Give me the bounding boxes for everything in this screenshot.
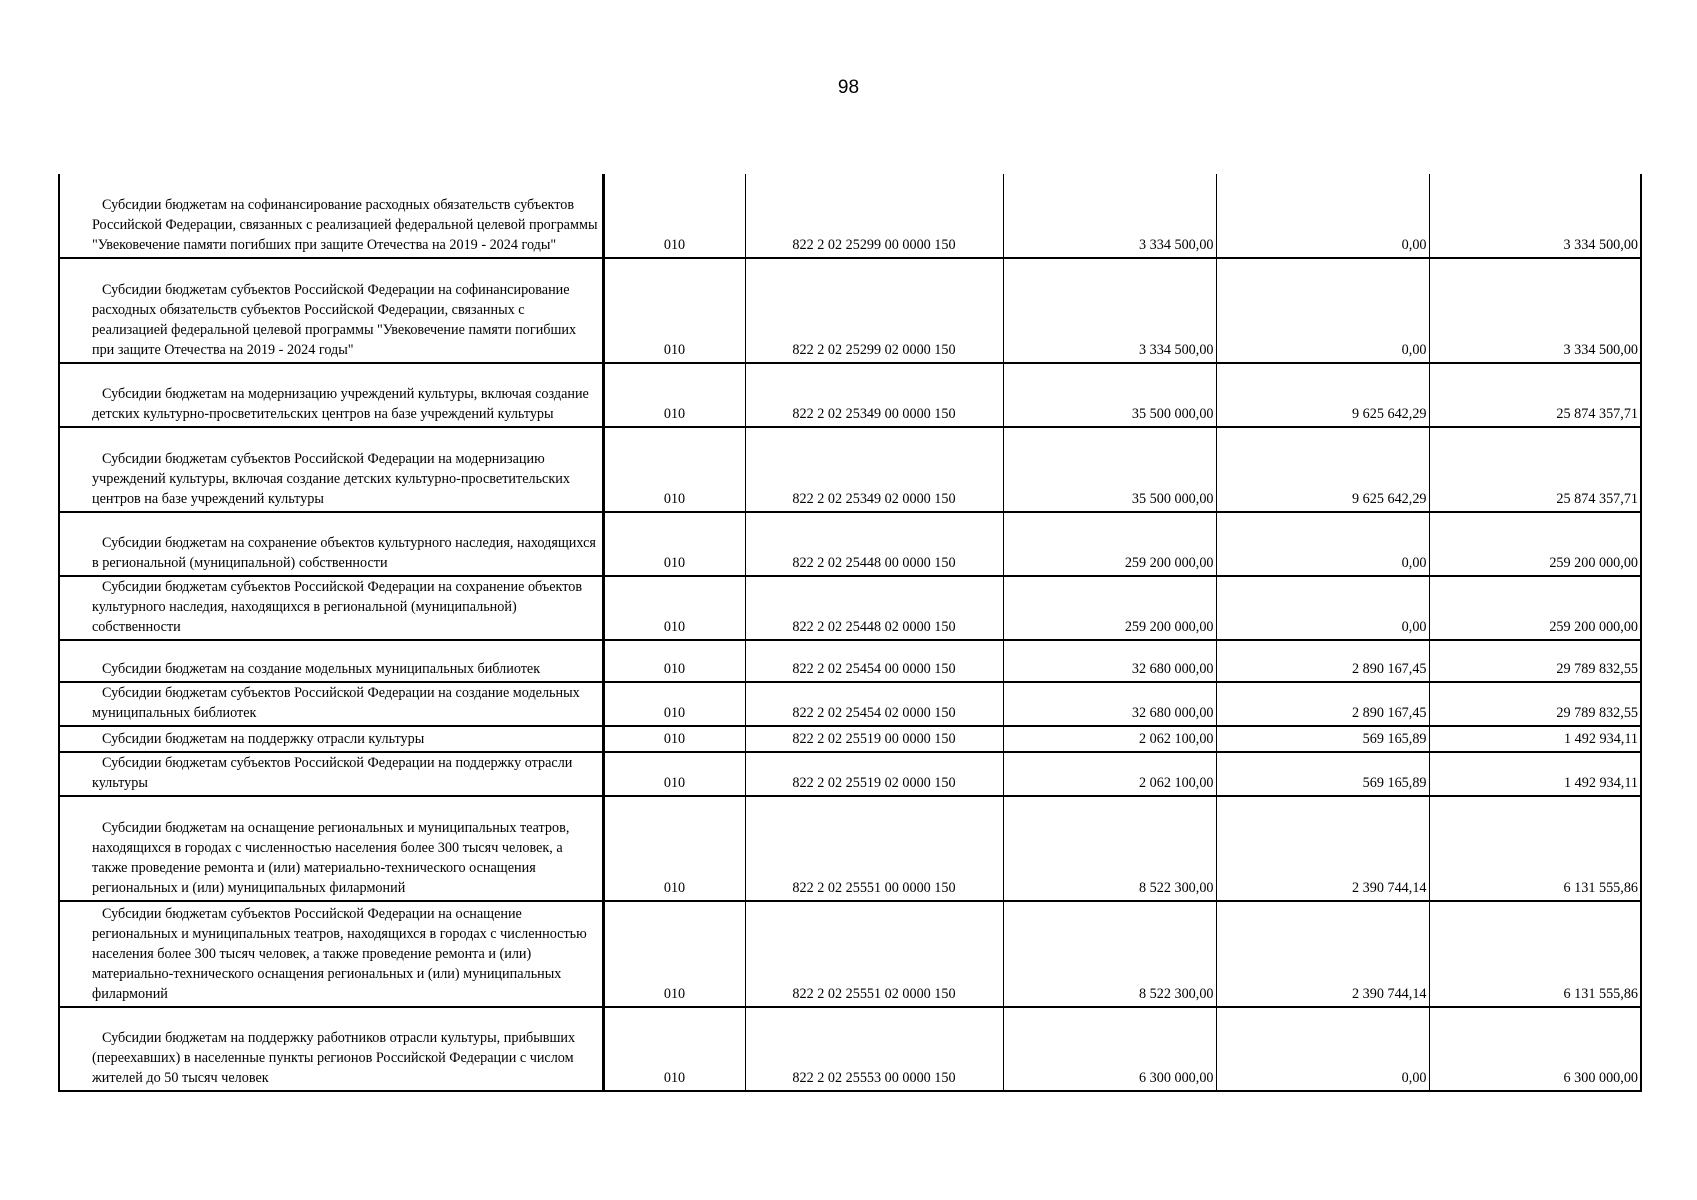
table-row — [59, 640, 1641, 682]
row-line-code: 010 — [603, 258, 745, 363]
budget-table — [58, 174, 1642, 1092]
row-name: Субсидии бюджетам субъектов Российской Федерации на оснащение региональных и муниципальных театров, находящихся в городах с численностью населения более 300 тысяч человек, а также проведение ремонта и (или) материально-технического оснащения региональных и (или) муниципальных филармоний — [59, 901, 603, 1007]
row-budget-code: 822 2 02 25519 02 0000 150 — [745, 752, 1003, 796]
row-budget-code: 822 2 02 25448 00 0000 150 — [745, 512, 1003, 576]
row-approved: 259 200 000,00 — [1003, 576, 1216, 640]
row-name: Субсидии бюджетам на создание модельных муниципальных библиотек — [59, 640, 603, 682]
row-budget-code: 822 2 02 25454 00 0000 150 — [745, 640, 1003, 682]
table-row — [59, 174, 1641, 258]
row-name: Субсидии бюджетам на софинансирование расходных обязательств субъектов Российской Федерации, связанных с реализацией федеральной целевой программы "Увековечение памяти погибших при защите Отечества на 2019 - 2024 годы" — [59, 174, 603, 258]
row-budget-code: 822 2 02 25299 00 0000 150 — [745, 174, 1003, 258]
table-row — [59, 682, 1641, 726]
row-line-code: 010 — [603, 427, 745, 512]
row-executed: 0,00 — [1216, 1007, 1429, 1091]
row-approved: 3 334 500,00 — [1003, 258, 1216, 363]
table-row — [59, 258, 1641, 363]
row-unexecuted: 6 131 555,86 — [1429, 796, 1641, 901]
row-approved: 3 334 500,00 — [1003, 174, 1216, 258]
row-line-code: 010 — [603, 682, 745, 726]
row-executed: 0,00 — [1216, 512, 1429, 576]
row-line-code: 010 — [603, 363, 745, 427]
table-row — [59, 427, 1641, 512]
row-unexecuted: 259 200 000,00 — [1429, 512, 1641, 576]
row-executed: 2 890 167,45 — [1216, 682, 1429, 726]
row-name: Субсидии бюджетам на оснащение региональных и муниципальных театров, находящихся в городах с численностью населения более 300 тысяч человек, а также проведение ремонта и (или) материально-технического оснащения региональных и (или) муниципальных филармоний — [59, 796, 603, 901]
row-approved: 2 062 100,00 — [1003, 752, 1216, 796]
table-row — [59, 796, 1641, 901]
row-unexecuted: 6 131 555,86 — [1429, 901, 1641, 1007]
row-approved: 8 522 300,00 — [1003, 796, 1216, 901]
row-unexecuted: 3 334 500,00 — [1429, 258, 1641, 363]
row-line-code: 010 — [603, 796, 745, 901]
row-approved: 259 200 000,00 — [1003, 512, 1216, 576]
row-budget-code: 822 2 02 25551 00 0000 150 — [745, 796, 1003, 901]
row-name: Субсидии бюджетам субъектов Российской Федерации на сохранение объектов культурного наследия, находящихся в региональной (муниципальной) собственности — [59, 576, 603, 640]
row-line-code: 010 — [603, 901, 745, 1007]
row-name: Субсидии бюджетам субъектов Российской Федерации на поддержку отрасли культуры — [59, 752, 603, 796]
page-number: 98 — [837, 77, 860, 98]
row-executed: 9 625 642,29 — [1216, 427, 1429, 512]
table-row — [59, 1007, 1641, 1091]
row-approved: 6 300 000,00 — [1003, 1007, 1216, 1091]
row-line-code: 010 — [603, 512, 745, 576]
row-unexecuted: 1 492 934,11 — [1429, 752, 1641, 796]
row-unexecuted: 25 874 357,71 — [1429, 363, 1641, 427]
row-approved: 8 522 300,00 — [1003, 901, 1216, 1007]
row-unexecuted: 3 334 500,00 — [1429, 174, 1641, 258]
row-executed: 2 890 167,45 — [1216, 640, 1429, 682]
row-name: Субсидии бюджетам субъектов Российской Федерации на создание модельных муниципальных библиотек — [59, 682, 603, 726]
row-executed: 0,00 — [1216, 258, 1429, 363]
row-name: Субсидии бюджетам на модернизацию учреждений культуры, включая создание детских культурно-просветительских центров на базе учреждений культуры — [59, 363, 603, 427]
table-row — [59, 512, 1641, 576]
row-approved: 35 500 000,00 — [1003, 363, 1216, 427]
row-unexecuted: 6 300 000,00 — [1429, 1007, 1641, 1091]
row-budget-code: 822 2 02 25349 02 0000 150 — [745, 427, 1003, 512]
row-unexecuted: 29 789 832,55 — [1429, 640, 1641, 682]
row-name: Субсидии бюджетам на поддержку работников отрасли культуры, прибывших (переехавших) в населенные пункты регионов Российской Федерации с числом жителей до 50 тысяч человек — [59, 1007, 603, 1091]
row-line-code: 010 — [603, 726, 745, 752]
row-executed: 2 390 744,14 — [1216, 796, 1429, 901]
row-budget-code: 822 2 02 25551 02 0000 150 — [745, 901, 1003, 1007]
row-executed: 569 165,89 — [1216, 726, 1429, 752]
row-budget-code: 822 2 02 25454 02 0000 150 — [745, 682, 1003, 726]
table-row — [59, 752, 1641, 796]
row-executed: 9 625 642,29 — [1216, 363, 1429, 427]
row-name: Субсидии бюджетам субъектов Российской Федерации на софинансирование расходных обязательств субъектов Российской Федерации, связанных с реализацией федеральной целевой программы "Увековечение памяти погибших при защите Отечества на 2019 - 2024 годы" — [59, 258, 603, 363]
row-executed: 0,00 — [1216, 576, 1429, 640]
row-approved: 2 062 100,00 — [1003, 726, 1216, 752]
row-budget-code: 822 2 02 25299 02 0000 150 — [745, 258, 1003, 363]
row-name: Субсидии бюджетам субъектов Российской Федерации на модернизацию учреждений культуры, включая создание детских культурно-просветительских центров на базе учреждений культуры — [59, 427, 603, 512]
row-unexecuted: 29 789 832,55 — [1429, 682, 1641, 726]
row-executed: 569 165,89 — [1216, 752, 1429, 796]
row-line-code: 010 — [603, 640, 745, 682]
row-budget-code: 822 2 02 25519 00 0000 150 — [745, 726, 1003, 752]
row-executed: 2 390 744,14 — [1216, 901, 1429, 1007]
row-budget-code: 822 2 02 25553 00 0000 150 — [745, 1007, 1003, 1091]
row-name: Субсидии бюджетам на поддержку отрасли культуры — [59, 726, 603, 752]
row-unexecuted: 25 874 357,71 — [1429, 427, 1641, 512]
row-budget-code: 822 2 02 25349 00 0000 150 — [745, 363, 1003, 427]
row-approved: 32 680 000,00 — [1003, 640, 1216, 682]
table-row — [59, 363, 1641, 427]
table-body — [59, 174, 1641, 1091]
table-row — [59, 576, 1641, 640]
row-unexecuted: 259 200 000,00 — [1429, 576, 1641, 640]
row-unexecuted: 1 492 934,11 — [1429, 726, 1641, 752]
row-approved: 32 680 000,00 — [1003, 682, 1216, 726]
row-line-code: 010 — [603, 576, 745, 640]
row-executed: 0,00 — [1216, 174, 1429, 258]
row-line-code: 010 — [603, 174, 745, 258]
row-line-code: 010 — [603, 1007, 745, 1091]
table-row — [59, 726, 1641, 752]
row-budget-code: 822 2 02 25448 02 0000 150 — [745, 576, 1003, 640]
row-approved: 35 500 000,00 — [1003, 427, 1216, 512]
row-name: Субсидии бюджетам на сохранение объектов культурного наследия, находящихся в региональной (муниципальной) собственности — [59, 512, 603, 576]
table-row — [59, 901, 1641, 1007]
row-line-code: 010 — [603, 752, 745, 796]
